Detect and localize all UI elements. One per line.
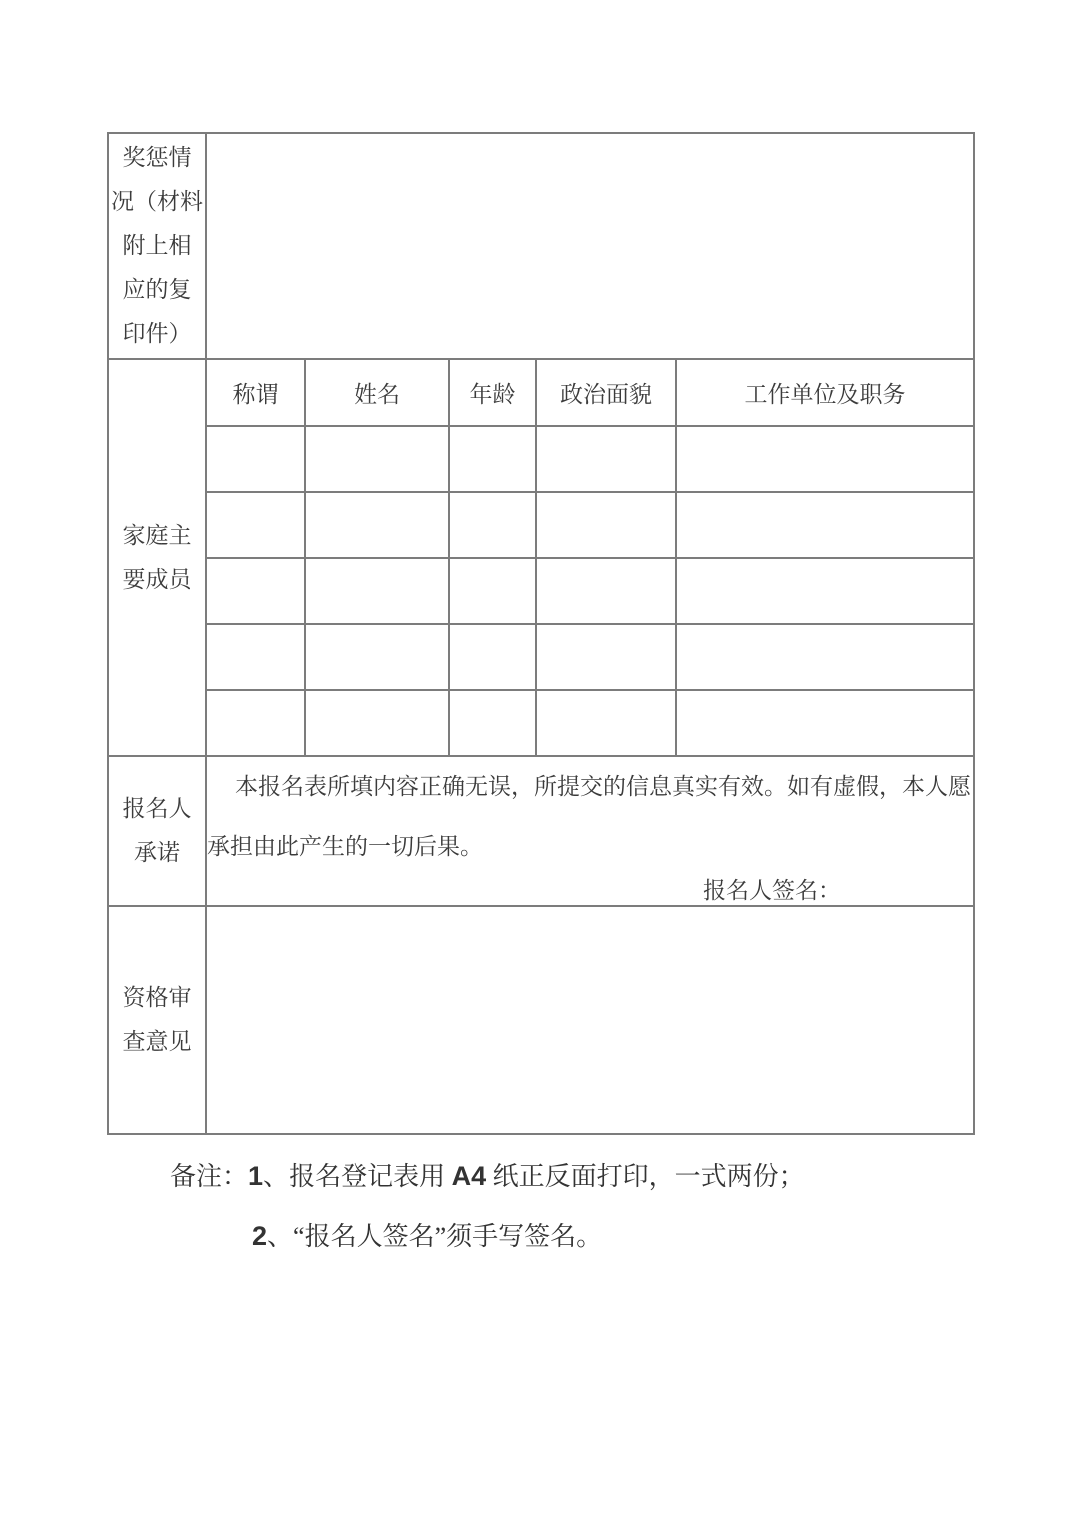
note-1-text-a: 报名登记表用 [289, 1162, 452, 1191]
family-label-cell [108, 359, 206, 756]
header-cell-age: 年龄 [449, 359, 536, 426]
rewards-label-line: 况（材料 [111, 189, 203, 214]
note-2-number: 2 [252, 1221, 268, 1251]
family-cell-name [305, 558, 449, 624]
family-cell-name [305, 690, 449, 756]
family-cell-workplace [676, 426, 974, 492]
rewards-content-cell [206, 133, 974, 359]
note-1-paper-size: A4 [451, 1161, 487, 1191]
family-data-row [108, 426, 974, 492]
family-cell-workplace [676, 558, 974, 624]
review-label-cell [108, 906, 206, 1134]
family-data-row [108, 690, 974, 756]
rewards-row [108, 133, 974, 359]
family-cell-political-status [536, 492, 676, 558]
family-cell-political-status [536, 690, 676, 756]
family-cell-name [305, 624, 449, 690]
commitment-text-line: 本报名表所填内容正确无误，所提交的信息真实有效。如有虚假，本人愿 [235, 774, 971, 799]
commitment-label-cell [108, 756, 206, 906]
family-data-row [108, 624, 974, 690]
rewards-label-line: 印件） [122, 321, 192, 346]
commitment-content-cell [206, 756, 974, 906]
header-cell-workplace-position: 工作单位及职务 [676, 359, 974, 426]
commitment-text-line: 承担由此产生的一切后果。 [207, 834, 483, 859]
form-table [107, 132, 975, 1135]
review-label-line: 查意见 [122, 1029, 192, 1054]
family-cell-workplace [676, 492, 974, 558]
family-cell-political-status [536, 426, 676, 492]
family-cell-age [449, 558, 536, 624]
family-cell-age [449, 624, 536, 690]
family-label-line: 要成员 [122, 566, 192, 592]
applicant-signature-label: 报名人签名： [703, 878, 842, 903]
family-cell-workplace [676, 624, 974, 690]
note-1-text-b: 纸正反面打印，一式两份； [486, 1162, 805, 1191]
note-line-1 [170, 1146, 805, 1206]
note-1-separator: 、 [263, 1162, 290, 1191]
header-cell-political-status: 政治面貌 [536, 359, 676, 426]
note-2-separator: 、 [267, 1222, 294, 1251]
commitment-row [108, 756, 974, 906]
note-1-number: 1 [248, 1161, 264, 1191]
rewards-label-line: 应的复 [122, 277, 192, 302]
family-cell-name [305, 426, 449, 492]
commitment-label-line: 报名人 [122, 796, 192, 821]
family-label-line: 家庭主 [122, 522, 192, 548]
rewards-label-cell [108, 133, 206, 359]
family-cell-relation [206, 426, 305, 492]
rewards-label-line: 奖惩情 [122, 145, 192, 170]
header-cell-relation: 称谓 [206, 359, 305, 426]
review-label-line: 资格审 [122, 985, 192, 1010]
notes [170, 1146, 805, 1266]
family-cell-relation [206, 690, 305, 756]
review-row [108, 906, 974, 1134]
family-cell-relation [206, 558, 305, 624]
family-cell-age [449, 690, 536, 756]
note-line-2 [252, 1206, 805, 1266]
family-cell-age [449, 492, 536, 558]
header-cell-name: 姓名 [305, 359, 449, 426]
rewards-label-line: 附上相 [122, 233, 192, 258]
note-prefix: 备注： [170, 1162, 249, 1191]
family-data-row [108, 558, 974, 624]
family-cell-workplace [676, 690, 974, 756]
family-cell-age [449, 426, 536, 492]
family-cell-relation [206, 624, 305, 690]
note-2-text: “报名人签名”须手写签名。 [293, 1222, 603, 1251]
family-cell-political-status [536, 624, 676, 690]
commitment-label-line: 承诺 [134, 840, 180, 865]
family-cell-relation [206, 492, 305, 558]
family-cell-name [305, 492, 449, 558]
family-header-row [108, 359, 974, 426]
family-data-row [108, 492, 974, 558]
review-content-cell [206, 906, 974, 1134]
family-cell-political-status [536, 558, 676, 624]
